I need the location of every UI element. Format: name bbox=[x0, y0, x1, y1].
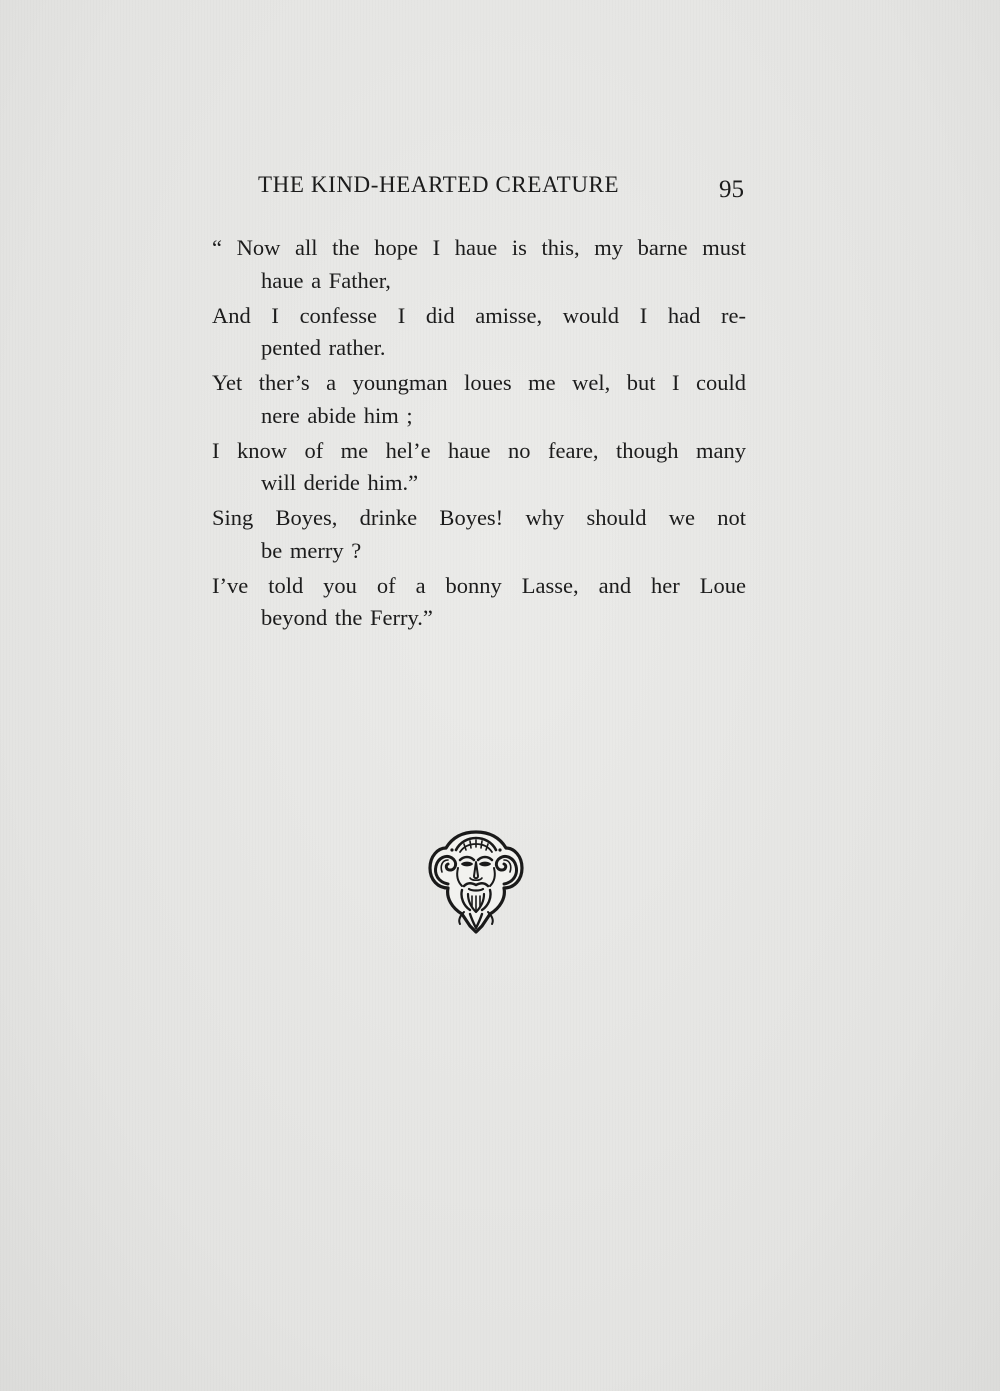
verse-couplet bbox=[212, 435, 746, 500]
verse-line: I’ve told you of a bonny Lasse, and her Loue bbox=[212, 572, 746, 598]
verse-line: Sing Boyes, drinke Boyes! why should we not bbox=[212, 505, 746, 530]
running-head bbox=[258, 172, 748, 206]
verse-line: “ Now all the hope I haue is this, my barne must bbox=[212, 235, 746, 260]
verse-line-continuation: be merry ? bbox=[261, 537, 362, 563]
page-number: 95 bbox=[719, 176, 744, 203]
verse-line-continuation: beyond the Ferry.” bbox=[261, 605, 433, 630]
verse-line-continuation: nere abide him ; bbox=[261, 402, 413, 428]
verse-couplet bbox=[212, 232, 746, 297]
verse-couplet bbox=[212, 367, 746, 432]
verse-line-continuation: haue a Father, bbox=[261, 267, 391, 293]
verse-line-continuation: pented rather. bbox=[261, 335, 386, 360]
verse-couplet bbox=[212, 300, 746, 365]
green-man-mask-ornament-icon bbox=[424, 826, 528, 934]
verse-couplet bbox=[212, 502, 746, 567]
verse-couplet bbox=[212, 570, 746, 635]
running-title: THE KIND-HEARTED CREATURE bbox=[258, 172, 620, 197]
verse-block bbox=[212, 232, 746, 637]
verse-line: And I confesse I did amisse, would I had re- bbox=[212, 302, 746, 328]
verse-line-continuation: will deride him.” bbox=[261, 470, 419, 495]
verse-line: I know of me hel’e haue no feare, though many bbox=[212, 437, 746, 463]
verse-line: Yet ther’s a youngman loues me wel, but I could bbox=[212, 370, 746, 395]
